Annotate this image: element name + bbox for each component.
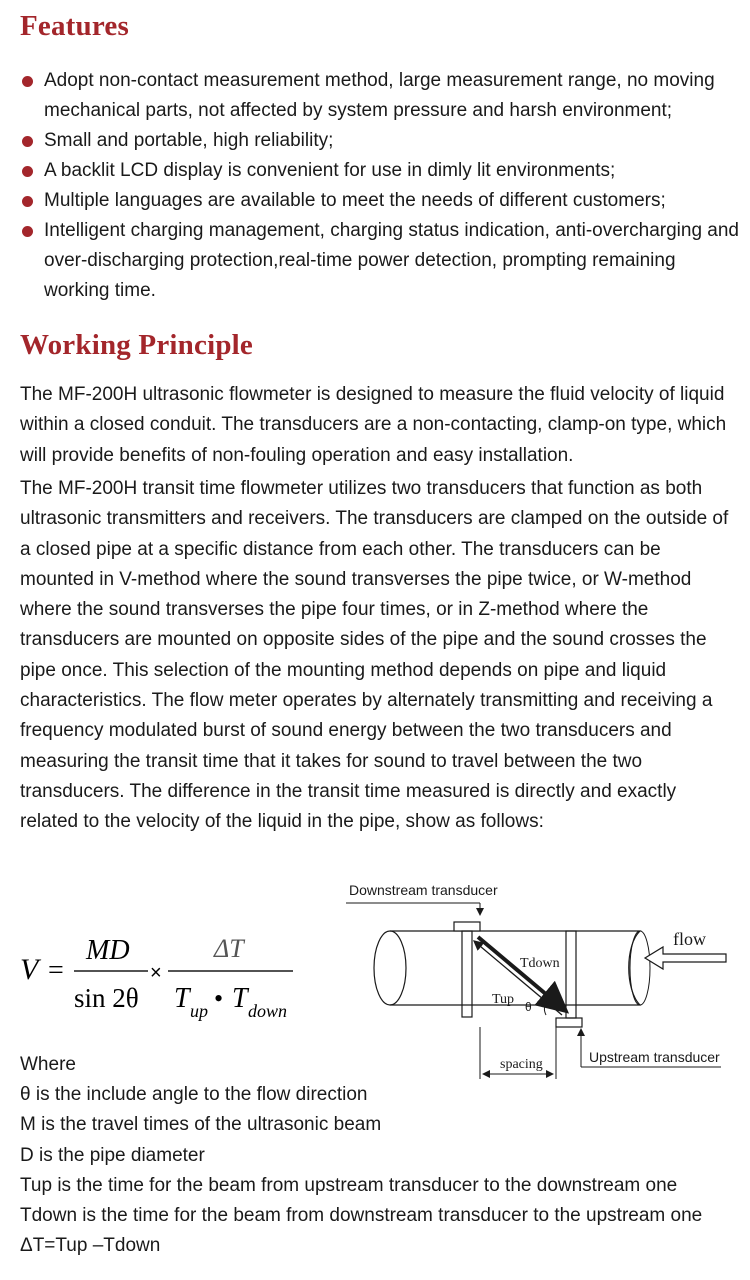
formula-v: V	[20, 953, 39, 986]
list-item	[22, 216, 744, 306]
formula-t-down: T	[232, 983, 248, 1014]
formula-times: ×	[150, 962, 162, 984]
tup-label: Tup	[492, 992, 515, 1007]
bullet-icon	[22, 226, 33, 237]
bullet-icon	[22, 166, 33, 177]
feature-text: A backlit LCD display is convenient for use in dimly lit environments;	[44, 160, 616, 181]
definition-line: M is the travel times of the ultrasonic beam	[20, 1114, 382, 1136]
list-item	[22, 126, 744, 156]
feature-text: Intelligent charging management, charging status indication, anti-overcharging and over-discharging protection,real-time power detection, prompting remaining working time.	[44, 220, 739, 301]
bullet-icon	[22, 136, 33, 147]
feature-text: Adopt non-contact measurement method, large measurement range, no moving mechanical parts, not affected by system pressure and harsh environment;	[44, 70, 715, 121]
velocity-formula	[18, 915, 318, 1025]
downstream-transducer-label: Downstream transducer	[349, 882, 498, 898]
formula-numerator-dt: ΔT	[214, 934, 244, 963]
feature-text: Small and portable, high reliability;	[44, 130, 334, 151]
list-item	[22, 186, 744, 216]
formula-equals: =	[48, 955, 64, 986]
feature-text: Multiple languages are available to meet the needs of different customers;	[44, 190, 666, 211]
definition-line: θ is the include angle to the flow direction	[20, 1084, 368, 1106]
formula-denominator-sin: sin 2θ	[74, 983, 139, 1013]
list-item	[22, 66, 744, 126]
principle-paragraph-1: The MF-200H ultrasonic flowmeter is designed to measure the fluid velocity of liquid within a closed conduit. The transducers are a non-contacting, clamp-on type, which will provide benefits of non-fouling operation and easy installation.	[20, 384, 727, 466]
pipe-end-right	[630, 931, 650, 1005]
formula-sub-down: down	[248, 1001, 288, 1021]
beam-tup	[474, 941, 562, 1015]
flow-label: flow	[673, 929, 706, 949]
definition-line: Tdown is the time for the beam from downstream transducer to the upstream one	[20, 1205, 703, 1227]
pipe-end-left	[374, 931, 406, 1005]
flow-arrow-icon	[645, 947, 726, 969]
angle-arc	[544, 1002, 548, 1015]
formula-t-up: T	[174, 983, 190, 1014]
downstream-clamp	[462, 931, 472, 1017]
formula-sub-up: up	[190, 1001, 208, 1021]
definition-line: Tup is the time for the beam from upstream transducer to the downstream one	[20, 1174, 678, 1196]
list-item	[22, 156, 744, 186]
features-list	[22, 66, 744, 306]
where-definitions	[20, 1050, 740, 1261]
tdown-label: Tdown	[520, 956, 560, 971]
formula-numerator-md: MD	[86, 935, 130, 966]
formula-dot: •	[214, 984, 224, 1013]
upstream-transducer-label: Upstream transducer	[589, 1049, 720, 1065]
definition-line: Where	[20, 1054, 76, 1075]
spacing-label: spacing	[500, 1057, 543, 1072]
working-principle-heading: Working Principle	[20, 329, 253, 361]
features-heading: Features	[20, 10, 129, 42]
upstream-transducer	[556, 1018, 582, 1027]
downstream-transducer	[454, 922, 480, 931]
theta-label: θ	[525, 1000, 532, 1014]
bullet-icon	[22, 196, 33, 207]
definition-line: ΔT=Tup –Tdown	[20, 1235, 161, 1257]
definition-line: D is the pipe diameter	[20, 1144, 205, 1166]
principle-paragraph-2: The MF-200H transit time flowmeter utilizes two transducers that function as both ultrasonic transmitters and receivers. The transducers are clamped on the outside of a closed pipe at a specific distance from each other. The transducers can be mounted in V-method where the sound transverses the pipe twice, or W-method where the sound transverses the pipe four times, or in Z-method where the transducers are mounted on opposite sides of the pipe and the sound crosses the pipe once. This selection of the mounting method depends on pipe and liquid characteristics. The flow meter operates by alternately transmitting and receiving a frequency modulated burst of sound energy between the two transducers and measuring the transit time that it takes for sound to travel between the two transducers. The difference in the transit time measured is directly and exactly related to the velocity of the liquid in the pipe, show as follows:	[20, 478, 729, 833]
bullet-icon	[22, 76, 33, 87]
